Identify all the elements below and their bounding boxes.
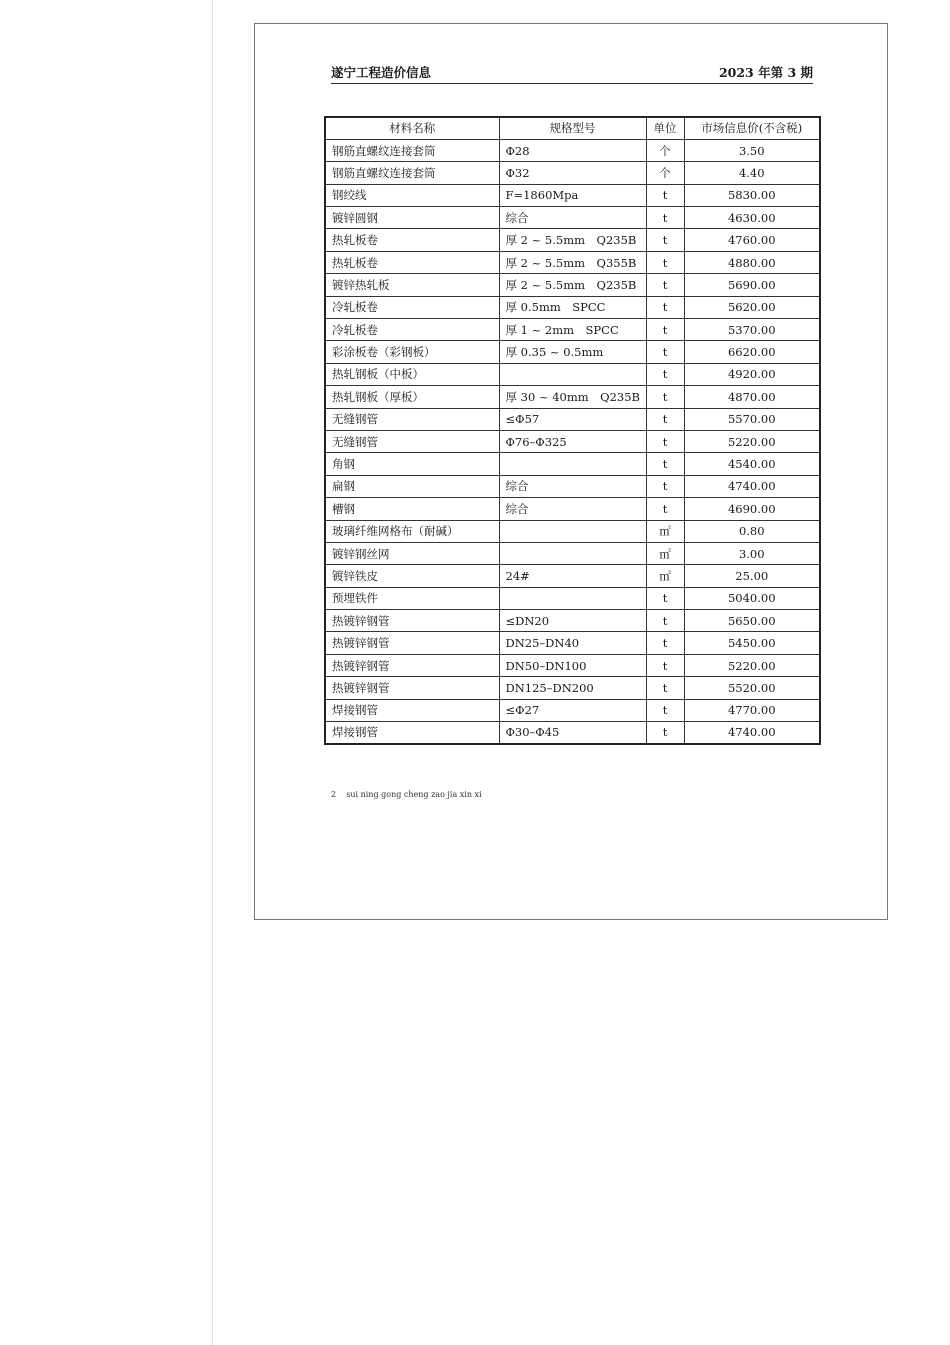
cell-material-name: 扁钢	[325, 475, 499, 497]
cell-spec: ≤Φ57	[499, 408, 646, 430]
cell-unit: ㎡	[646, 542, 684, 564]
table-header-row	[325, 117, 820, 139]
cell-spec: F=1860Mpa	[499, 184, 646, 206]
table-row	[325, 453, 820, 475]
table-row	[325, 565, 820, 587]
cell-price: 5520.00	[684, 677, 820, 699]
cell-unit: t	[646, 319, 684, 341]
table-row	[325, 341, 820, 363]
cell-unit: t	[646, 386, 684, 408]
table-row	[325, 542, 820, 564]
cell-spec	[499, 542, 646, 564]
cell-unit: t	[646, 610, 684, 632]
cell-material-name: 无缝钢管	[325, 408, 499, 430]
cell-price: 4920.00	[684, 363, 820, 385]
cell-spec: 厚 1 ~ 2mm SPCC	[499, 319, 646, 341]
cell-material-name: 焊接钢管	[325, 699, 499, 721]
cell-spec	[499, 453, 646, 475]
cell-material-name: 预埋铁件	[325, 587, 499, 609]
cell-price: 3.50	[684, 139, 820, 161]
cell-material-name: 镀锌钢丝网	[325, 542, 499, 564]
cell-material-name: 冷轧板卷	[325, 319, 499, 341]
cell-spec: 厚 0.5mm SPCC	[499, 296, 646, 318]
cell-material-name: 镀锌热轧板	[325, 274, 499, 296]
cell-spec: 厚 2 ~ 5.5mm Q355B	[499, 251, 646, 273]
cell-price: 5650.00	[684, 610, 820, 632]
cell-spec: 24#	[499, 565, 646, 587]
cell-material-name: 无缝钢管	[325, 430, 499, 452]
cell-unit: t	[646, 408, 684, 430]
column-header-name: 材料名称	[325, 117, 499, 139]
cell-material-name: 钢绞线	[325, 184, 499, 206]
cell-material-name: 热轧钢板（厚板）	[325, 386, 499, 408]
page-number: 2	[331, 790, 337, 799]
column-header-price: 市场信息价(不含税)	[684, 117, 820, 139]
footer-pinyin: sui ning gong cheng zao jia xin xi	[346, 790, 482, 799]
page-footer	[331, 790, 482, 799]
cell-price: 25.00	[684, 565, 820, 587]
cell-spec: 厚 2 ~ 5.5mm Q235B	[499, 229, 646, 251]
cell-spec: DN125–DN200	[499, 677, 646, 699]
column-header-unit: 单位	[646, 117, 684, 139]
cell-price: 4690.00	[684, 498, 820, 520]
material-price-table	[324, 116, 821, 745]
cell-unit: t	[646, 296, 684, 318]
cell-price: 4760.00	[684, 229, 820, 251]
cell-spec	[499, 520, 646, 542]
cell-price: 5450.00	[684, 632, 820, 654]
cell-material-name: 镀锌铁皮	[325, 565, 499, 587]
cell-price: 4770.00	[684, 699, 820, 721]
cell-price: 5370.00	[684, 319, 820, 341]
cell-price: 5220.00	[684, 654, 820, 676]
cell-price: 4540.00	[684, 453, 820, 475]
cell-unit: t	[646, 274, 684, 296]
cell-spec: ≤DN20	[499, 610, 646, 632]
table-row	[325, 408, 820, 430]
cell-unit: t	[646, 430, 684, 452]
cell-unit: t	[646, 341, 684, 363]
cell-unit: t	[646, 184, 684, 206]
cell-material-name: 热轧钢板（中板）	[325, 363, 499, 385]
table-row	[325, 251, 820, 273]
issue-number: 2023 年第 3 期	[718, 65, 813, 80]
table-row	[325, 207, 820, 229]
cell-spec: Φ28	[499, 139, 646, 161]
cell-material-name: 热镀锌钢管	[325, 654, 499, 676]
cell-material-name: 钢筋直螺纹连接套筒	[325, 139, 499, 161]
cell-material-name: 热镀锌钢管	[325, 632, 499, 654]
cell-price: 4870.00	[684, 386, 820, 408]
cell-material-name: 热轧板卷	[325, 251, 499, 273]
cell-material-name: 钢筋直螺纹连接套筒	[325, 162, 499, 184]
cell-spec: 综合	[499, 207, 646, 229]
cell-unit: t	[646, 229, 684, 251]
cell-material-name: 热镀锌钢管	[325, 677, 499, 699]
cell-spec: 综合	[499, 498, 646, 520]
cell-unit: t	[646, 699, 684, 721]
table-row	[325, 139, 820, 161]
cell-price: 3.00	[684, 542, 820, 564]
document-page	[254, 23, 888, 920]
cell-material-name: 热镀锌钢管	[325, 610, 499, 632]
cell-spec: DN50–DN100	[499, 654, 646, 676]
cell-spec	[499, 363, 646, 385]
cell-unit: t	[646, 207, 684, 229]
cell-material-name: 热轧板卷	[325, 229, 499, 251]
cell-price: 4.40	[684, 162, 820, 184]
cell-unit: t	[646, 677, 684, 699]
table-row	[325, 654, 820, 676]
table-row	[325, 319, 820, 341]
table-row	[325, 498, 820, 520]
cell-price: 0.80	[684, 520, 820, 542]
cell-spec: ≤Φ27	[499, 699, 646, 721]
cell-material-name: 玻璃纤维网格布（耐碱）	[325, 520, 499, 542]
table-row	[325, 475, 820, 497]
cell-material-name: 焊接钢管	[325, 722, 499, 744]
cell-spec: Φ32	[499, 162, 646, 184]
cell-spec: 综合	[499, 475, 646, 497]
cell-material-name: 冷轧板卷	[325, 296, 499, 318]
table-row	[325, 184, 820, 206]
cell-unit: t	[646, 498, 684, 520]
table-row	[325, 229, 820, 251]
cell-unit: ㎡	[646, 520, 684, 542]
cell-spec: 厚 0.35 ~ 0.5mm	[499, 341, 646, 363]
cell-unit: t	[646, 475, 684, 497]
column-header-spec: 规格型号	[499, 117, 646, 139]
cell-unit: t	[646, 587, 684, 609]
cell-spec: 厚 2 ~ 5.5mm Q235B	[499, 274, 646, 296]
cell-unit: t	[646, 654, 684, 676]
cell-material-name: 镀锌圆钢	[325, 207, 499, 229]
cell-material-name: 彩涂板卷（彩钢板）	[325, 341, 499, 363]
cell-price: 4740.00	[684, 722, 820, 744]
table-row	[325, 430, 820, 452]
cell-price: 4880.00	[684, 251, 820, 273]
cell-unit: 个	[646, 139, 684, 161]
cell-material-name: 角钢	[325, 453, 499, 475]
cell-unit: t	[646, 722, 684, 744]
cell-price: 5220.00	[684, 430, 820, 452]
table-row	[325, 677, 820, 699]
table-row	[325, 274, 820, 296]
cell-spec	[499, 587, 646, 609]
cell-price: 4740.00	[684, 475, 820, 497]
cell-price: 6620.00	[684, 341, 820, 363]
cell-price: 5620.00	[684, 296, 820, 318]
cell-unit: t	[646, 453, 684, 475]
cell-price: 5040.00	[684, 587, 820, 609]
table-row	[325, 722, 820, 744]
cell-unit: t	[646, 251, 684, 273]
cell-spec: Φ76–Φ325	[499, 430, 646, 452]
cell-unit: ㎡	[646, 565, 684, 587]
publication-title: 遂宁工程造价信息	[331, 65, 432, 80]
cell-spec: Φ30–Φ45	[499, 722, 646, 744]
sidebar-divider	[212, 0, 213, 1345]
table-row	[325, 386, 820, 408]
cell-material-name: 槽钢	[325, 498, 499, 520]
cell-price: 5570.00	[684, 408, 820, 430]
cell-price: 5830.00	[684, 184, 820, 206]
table-row	[325, 162, 820, 184]
cell-price: 5690.00	[684, 274, 820, 296]
table-row	[325, 520, 820, 542]
table-row	[325, 363, 820, 385]
table-row	[325, 587, 820, 609]
table-row	[325, 632, 820, 654]
cell-unit: t	[646, 632, 684, 654]
cell-unit: 个	[646, 162, 684, 184]
cell-unit: t	[646, 363, 684, 385]
table-body	[325, 139, 820, 744]
table-row	[325, 296, 820, 318]
cell-spec: 厚 30 ~ 40mm Q235B	[499, 386, 646, 408]
table-row	[325, 699, 820, 721]
cell-price: 4630.00	[684, 207, 820, 229]
table-row	[325, 610, 820, 632]
running-header	[331, 64, 813, 84]
cell-spec: DN25–DN40	[499, 632, 646, 654]
